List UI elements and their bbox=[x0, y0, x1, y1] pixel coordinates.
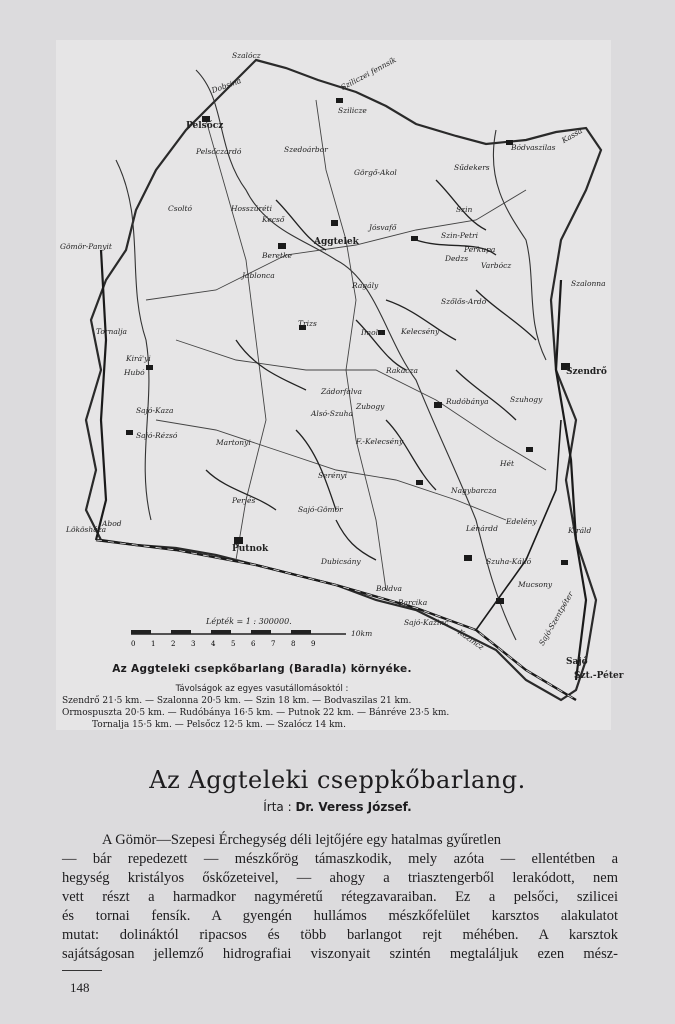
map-label: Dubicsány bbox=[321, 557, 361, 566]
map-label: Sajó-Rézsó bbox=[136, 431, 178, 440]
scale-tick-label: 7 bbox=[271, 640, 276, 648]
paragraph-line: A Gömör—Szepesi Érchegység déli lejtőjére egy hatalmas gyűretlen bbox=[102, 832, 502, 848]
map-label: Pelsőcz bbox=[186, 121, 224, 131]
paragraph-line: vett részt a harmadkor nagyméretű rétegzavaraiban. Ez a pelsőci, szilicei bbox=[62, 889, 618, 905]
map-label: Zubogy bbox=[356, 402, 385, 411]
map-label: Szuha-Kálló bbox=[486, 557, 532, 566]
scale-tick-label: 3 bbox=[191, 640, 196, 648]
map-label: Szalócz bbox=[232, 51, 261, 60]
map-label: Putnok bbox=[232, 544, 269, 554]
scale-tick-label: 6 bbox=[251, 640, 256, 648]
map-label: Sajó-Gömör bbox=[298, 505, 343, 514]
map-plate bbox=[56, 40, 624, 730]
map-caption-line: Ormospuszta 20·5 km. — Rudóbánya 16·5 km. — Putnok 22 km. — Bánréve 23·5 km. bbox=[62, 708, 450, 718]
map-label: Martonyi bbox=[216, 438, 251, 447]
map-label: Bódvaszilas bbox=[511, 143, 556, 152]
author-name: Dr. Veress József. bbox=[295, 800, 412, 814]
map-label: Lénárdd bbox=[466, 524, 498, 533]
byline bbox=[0, 800, 675, 814]
paragraph-line: és tornai fensík. A gyengén hullámos mészkőfelület karsztos alakulatot bbox=[62, 908, 618, 924]
scale-label: Lépték = 1 : 300000. bbox=[206, 617, 292, 626]
map-label: Szin bbox=[456, 205, 473, 214]
map-label: Rudóbánya bbox=[446, 397, 489, 406]
map-border bbox=[86, 60, 601, 700]
map-label: Dobsina bbox=[210, 76, 243, 96]
map-label: Királd bbox=[568, 526, 592, 535]
map-label: Csoltó bbox=[168, 204, 193, 213]
map-caption-line: Szendrő 21·5 km. — Szalonna 20·5 km. — Szin 18 km. — Bodvaszilas 21 km. bbox=[62, 696, 412, 706]
map-label: Serényi bbox=[318, 471, 348, 480]
scale-tick-label: 2 bbox=[171, 640, 176, 648]
map-label: Abod bbox=[102, 519, 122, 528]
map-label: Hubó bbox=[124, 368, 145, 377]
map-label: Görgő-Akol bbox=[354, 168, 397, 177]
scale-tick-label: 4 bbox=[211, 640, 216, 648]
map-label: Perkupa bbox=[464, 245, 496, 254]
map-label: Mucsony bbox=[518, 580, 553, 589]
scale-unit: 10km bbox=[351, 629, 373, 638]
map-label: Sűdekers bbox=[454, 163, 490, 172]
map-label: Kelecsény bbox=[401, 327, 440, 336]
map-label: Gömör-Panyit bbox=[60, 242, 112, 251]
map-label: Szedoárbor bbox=[284, 145, 328, 154]
map-label: Szőlős-Ardó bbox=[441, 297, 487, 306]
map-label: Kazincz bbox=[456, 627, 486, 652]
map-label: Varbócz bbox=[481, 261, 512, 270]
map-label: Beretke bbox=[262, 251, 292, 260]
settlement-marks bbox=[126, 98, 570, 604]
map-label: Kirá'yi bbox=[126, 354, 151, 363]
map-label: Rakacza bbox=[386, 366, 418, 375]
paragraph-line: sajátságosan jellemző hidrografiai viszonyait szintén megtaláljuk ezen mész- bbox=[62, 946, 618, 962]
map-label: Ragály bbox=[352, 281, 379, 290]
scale-bar bbox=[131, 630, 346, 634]
map-label: Szt.-Péter bbox=[574, 671, 624, 681]
map-label: Lökösháza bbox=[66, 525, 107, 534]
map-label: Szuhogy bbox=[510, 395, 543, 404]
scale-tick-label: 8 bbox=[291, 640, 296, 648]
map-label: Aggtelek bbox=[314, 237, 359, 247]
map-label: Sajó-Szentpéter bbox=[537, 590, 576, 648]
map-label: Hét bbox=[500, 459, 514, 468]
map-label: Tornalja bbox=[96, 327, 128, 336]
map-label: Nagybarcza bbox=[451, 486, 497, 495]
scale-tick-label: 9 bbox=[311, 640, 316, 648]
map-label: Zádorfalva bbox=[321, 387, 362, 396]
map-label: Imola bbox=[361, 328, 383, 337]
map-label: Dedzs bbox=[445, 254, 469, 263]
scale-tick-label: 5 bbox=[231, 640, 236, 648]
map-label: Sajó bbox=[566, 657, 588, 667]
page-number: 148 bbox=[70, 980, 90, 995]
scale-tick-label: 1 bbox=[151, 640, 156, 648]
map-label: Trizs bbox=[298, 319, 317, 328]
map-caption-line: Tornalja 15·5 km. — Pelsőcz 12·5 km. — Szalócz 14 km. bbox=[92, 720, 346, 730]
map-caption-title: Az Aggteleki csepkőbarlang (Baradla) környéke. bbox=[112, 663, 412, 675]
map-label: Jósvafő bbox=[369, 223, 397, 232]
paragraph-line: hegység kristályos őskőzeteivel, — ahogy a triasztengerből lerakódott, nem bbox=[62, 870, 618, 886]
map-label: Szilicze bbox=[338, 106, 367, 115]
map-label: Barcika bbox=[398, 598, 428, 607]
map-label: Kassa bbox=[560, 126, 584, 145]
map-label: Edelény bbox=[506, 517, 537, 526]
map-label: Pelsőczardó bbox=[196, 147, 242, 156]
paragraph-line: mutat: dolináktól ripacsos és több barlangot rejt méhében. A karsztok bbox=[62, 927, 618, 943]
map-label: Boldva bbox=[376, 584, 402, 593]
river-bodva bbox=[196, 70, 516, 640]
map-label: Szalonna bbox=[571, 279, 606, 288]
map-label: Sziliczei fennsík bbox=[339, 55, 398, 92]
map-label: Perjés bbox=[232, 496, 256, 505]
scale-tick-label: 0 bbox=[131, 640, 136, 648]
river-sajo bbox=[116, 160, 151, 520]
map-label: Kecső bbox=[262, 215, 285, 224]
map-label: F.-Kelecsény bbox=[356, 437, 404, 446]
article-title: Az Aggteleki cseppkőbarlang. bbox=[149, 766, 526, 794]
map-label: Hosszúréti bbox=[231, 204, 272, 213]
byline-prefix: Írta : bbox=[263, 800, 292, 814]
map-label: Szin-Petri bbox=[441, 231, 478, 240]
map-caption-subtitle: Távolságok az egyes vasutállomásoktól : bbox=[175, 684, 349, 694]
paragraph-line: — bár repedezett — mészkőrög támaszkodik, mely azóta — ellentétben a bbox=[62, 851, 618, 867]
map-label: Sajó-Kaza bbox=[136, 406, 174, 415]
map-label: Alsó-Szuha bbox=[311, 409, 353, 418]
footer-rule bbox=[62, 970, 102, 971]
map-label: Jablonca bbox=[242, 271, 275, 280]
map-label: Szendrő bbox=[566, 367, 607, 377]
map-label: Sajó-Kazinc bbox=[404, 618, 449, 627]
